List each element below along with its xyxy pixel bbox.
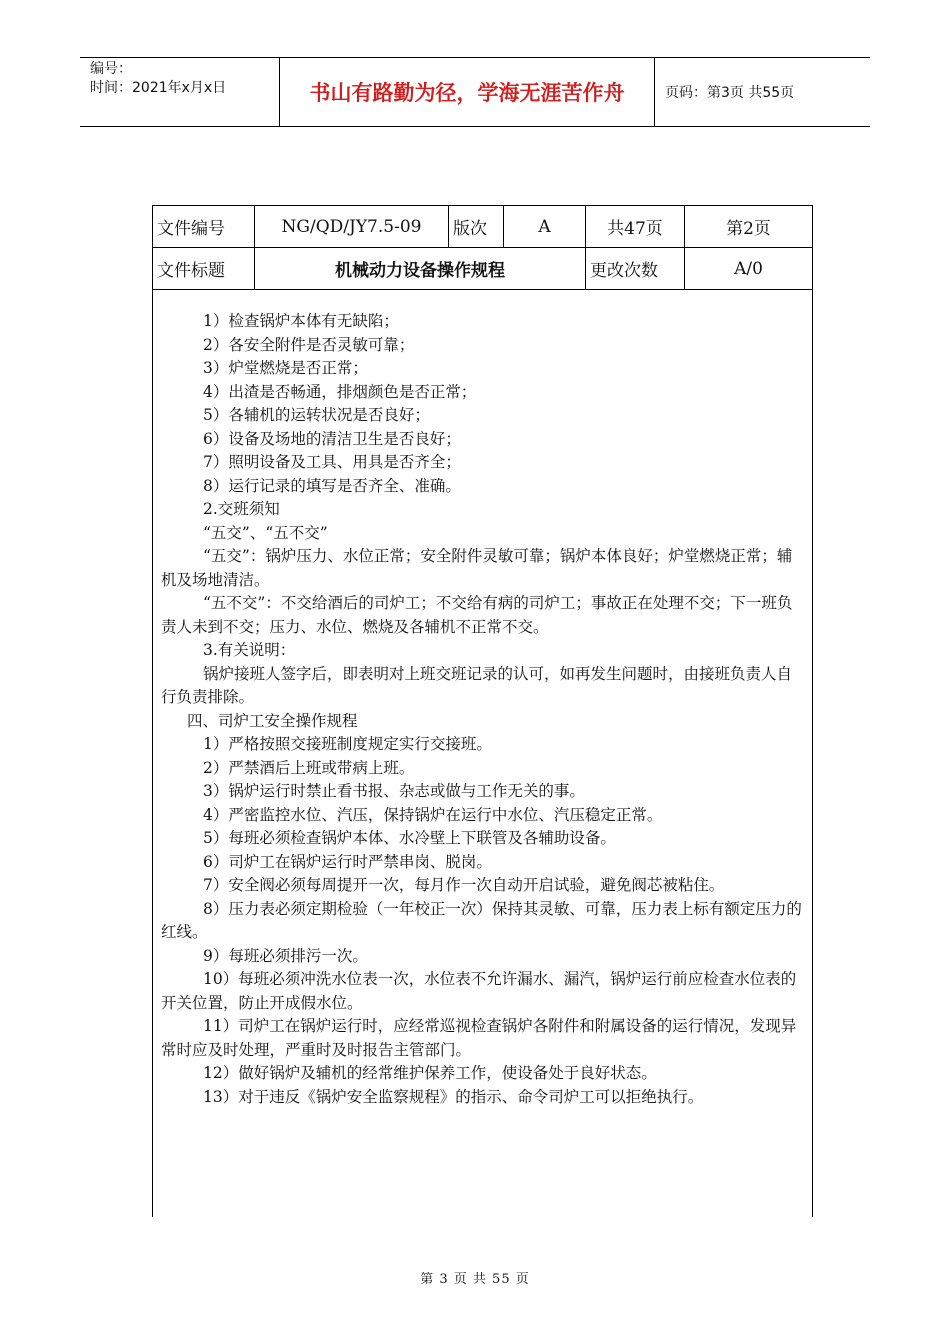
body-paragraph: 8）运行记录的填写是否齐全、准确。 bbox=[203, 476, 461, 495]
body-paragraph: 5）每班必须检查锅炉本体、水冷壁上下联管及各辅助设备。 bbox=[203, 829, 616, 847]
body-paragraph: 四、司炉工安全操作规程 bbox=[187, 711, 358, 730]
body-paragraph: 7）照明设备及工具、用具是否齐全； bbox=[203, 453, 461, 471]
body-paragraph: 4）严密监控水位、汽压，保持锅炉在运行中水位、汽压稳定正常。 bbox=[203, 805, 663, 824]
version-value: A bbox=[504, 206, 586, 247]
doc-no-label: 文件编号 bbox=[153, 206, 255, 247]
body-text bbox=[153, 290, 812, 1109]
running-header bbox=[80, 57, 870, 127]
page-footer: 第 3 页 共 55 页 bbox=[420, 1272, 530, 1287]
body-paragraph: 7）安全阀必须每周提开一次，每月作一次自动开启试验，避免阀芯被粘住。 bbox=[203, 876, 725, 894]
body-paragraph: 2.交班须知 bbox=[203, 500, 280, 518]
body-paragraph: 锅炉接班人签字后，即表明对上班交班记录的认可，如再发生问题时，由接班负责人自行负责排除。 bbox=[161, 664, 793, 706]
body-paragraph: 4）出渣是否畅通，排烟颜色是否正常； bbox=[203, 382, 477, 401]
body-paragraph: “五不交”：不交给酒后的司炉工；不交给有病的司炉工；事故正在处理不交；下一班负责人未到不交；压力、水位、燃烧及各辅机不正常不交。 bbox=[161, 594, 793, 636]
body-paragraph: 12）做好锅炉及辅机的经常维护保养工作，使设备处于良好状态。 bbox=[203, 1064, 657, 1082]
page-number: 第2页 bbox=[726, 219, 771, 239]
body-paragraph: 1）检查锅炉本体有无缺陷； bbox=[203, 312, 399, 330]
document-frame bbox=[152, 205, 813, 1217]
body-paragraph: 8）压力表必须定期检验（一年校正一次）保持其灵敏、可靠，压力表上标有额定压力的红线。 bbox=[161, 899, 802, 941]
body-paragraph: 5）各辅机的运转状况是否良好； bbox=[203, 406, 430, 424]
header-motto: 书山有路勤为径，学海无涯苦作舟 bbox=[280, 58, 655, 126]
body-paragraph: 11）司炉工在锅炉运行时，应经常巡视检查锅炉各附件和附属设备的运行情况，发现异常时应及时处理，严重时及时报告主管部门。 bbox=[161, 1017, 797, 1059]
header-page-code: 页码：第3页 共55页 bbox=[665, 85, 795, 101]
doc-no: NG/QD/JY7.5-09 bbox=[255, 206, 449, 247]
body-paragraph: 6）司炉工在锅炉运行时严禁串岗、脱岗。 bbox=[203, 852, 492, 871]
header-info bbox=[80, 58, 280, 126]
revisions-value: A/0 bbox=[734, 258, 763, 279]
body-paragraph: 3.有关说明： bbox=[203, 641, 296, 659]
body-paragraph: 9）每班必须排污一次。 bbox=[203, 946, 368, 965]
doc-title: 机械动力设备操作规程 bbox=[255, 248, 586, 289]
body-paragraph: 2）严禁酒后上班或带病上班。 bbox=[203, 758, 415, 777]
body-paragraph: “五交”、“五不交” bbox=[203, 523, 328, 542]
title-label: 文件标题 bbox=[153, 248, 255, 289]
body-paragraph: 1）严格按照交接班制度规定实行交接班。 bbox=[203, 735, 492, 753]
body-paragraph: 3）锅炉运行时禁止看书报、杂志或做与工作无关的事。 bbox=[203, 782, 585, 800]
header-time-label: 时间：2021年x月x日 bbox=[90, 80, 227, 96]
meta-row-2 bbox=[153, 248, 812, 290]
version-label: 版次 bbox=[449, 206, 504, 247]
body-paragraph: 10）每班必须冲洗水位表一次，水位表不允许漏水、漏汽，锅炉运行前应检查水位表的开关位置，防止开成假水位。 bbox=[161, 970, 797, 1012]
total-pages: 共47页 bbox=[586, 206, 685, 247]
revisions-label: 更改次数 bbox=[586, 248, 685, 289]
body-paragraph: 2）各安全附件是否灵敏可靠； bbox=[203, 335, 415, 354]
body-paragraph: “五交”：锅炉压力、水位正常；安全附件灵敏可靠；锅炉本体良好；炉堂燃烧正常；辅机及场地清洁。 bbox=[161, 547, 793, 589]
body-paragraph: 13）对于违反《锅炉安全监察规程》的指示、命令司炉工可以拒绝执行。 bbox=[203, 1087, 704, 1106]
meta-row-1 bbox=[153, 206, 812, 248]
header-number-label: 编号： bbox=[90, 61, 132, 77]
body-paragraph: 3）炉堂燃烧是否正常； bbox=[203, 359, 368, 377]
body-paragraph: 6）设备及场地的清洁卫生是否良好； bbox=[203, 429, 461, 448]
